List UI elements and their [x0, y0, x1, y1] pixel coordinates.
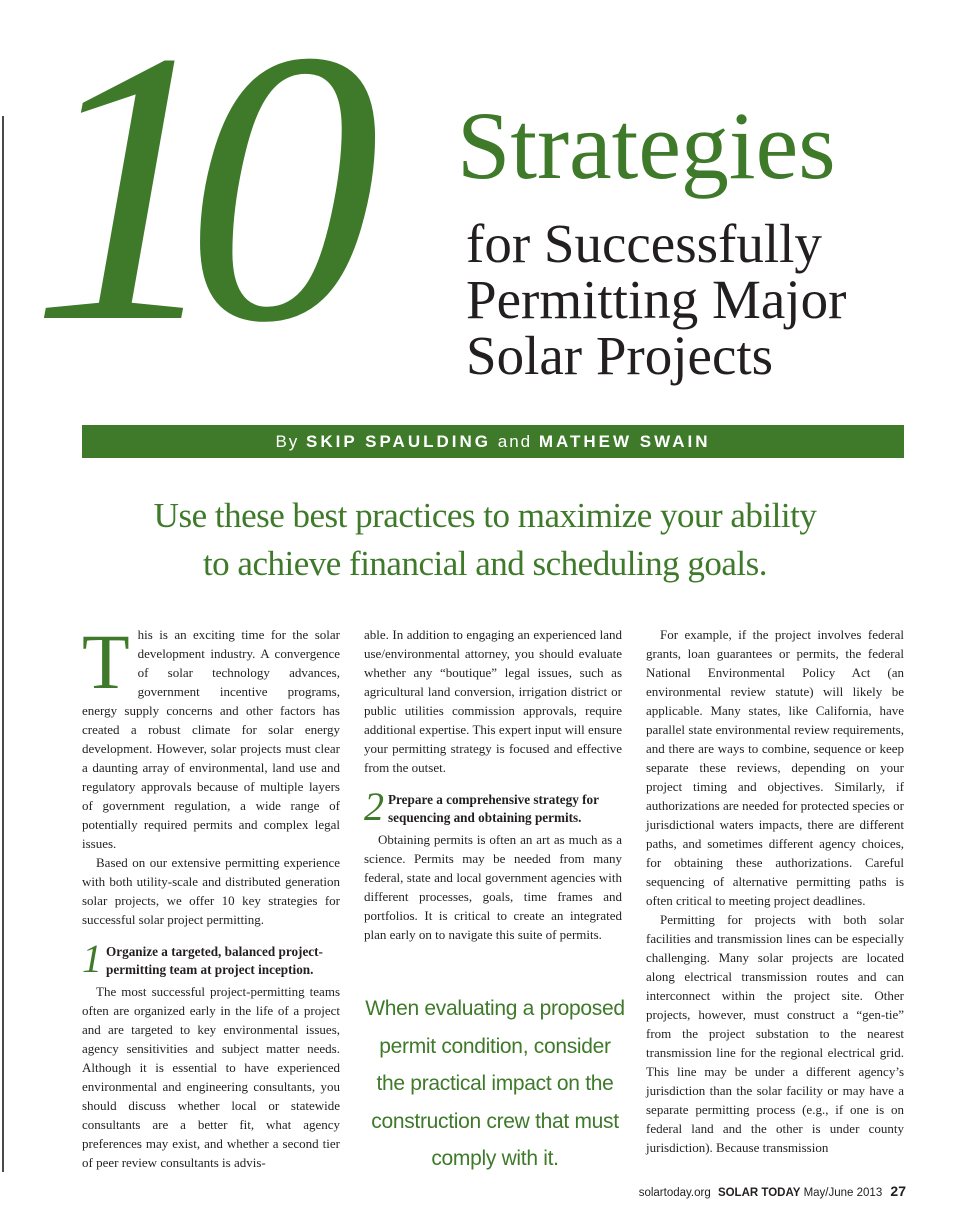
footer-brand: SOLAR TODAY: [717, 1187, 801, 1199]
deck: [80, 492, 890, 588]
byline-author-2: MATHEW SWAIN: [538, 432, 711, 451]
page-footer: [639, 1183, 906, 1199]
strategy-2-number: 2: [364, 784, 384, 829]
deck-line-1: Use these best practices to maximize your ability: [153, 496, 817, 535]
strategy-1-number: 1: [82, 936, 102, 981]
strategy-2-paragraph: Obtaining permits is often an art as much as a science. Permits may be needed from many federal, state and local government agencies with different processes, goals, time frames and portfolios. It is critical to create an integrated plan early on to navigate this suite of permits.: [364, 832, 622, 942]
byline-and: and: [497, 432, 533, 451]
drop-cap: T: [82, 618, 130, 705]
deck-line-2: to achieve financial and scheduling goals.: [202, 544, 768, 583]
column-3-paragraph-2: Permitting for projects with both solar facilities and transmission lines can be especially challenging. Many solar projects are located along electrical transmission routes and can interconnect within the project site. Other projects, however, must construct a “gen-tie” from the project substation to the nearest transmission line for the regional electrical grid. This line may be under a different agency’s jurisdiction than the solar facility or may have a separate permitting process (e.g., if one is on federal land and the other is under county jurisdiction). Because transmission: [646, 912, 904, 1155]
strategy-1-paragraph: The most successful project-permitting teams often are organized early in the life of a project and are targeted to key environmental issues, agency sensitivities and subject matter needs. Although it is essential to have experienced environmental and engineering consultants, you should discuss whether local or statewide consultants are a better fit, what agency preferences may exist, and whether a second tier of peer review consultants is advis-: [82, 984, 340, 1170]
byline-bar: [82, 425, 904, 458]
byline-author-1: SKIP SPAULDING: [306, 432, 491, 451]
title-word: Strategies: [457, 92, 836, 199]
column-1: [82, 618, 340, 1172]
footer-site: solartoday.org: [638, 1187, 711, 1199]
column-2-paragraph-1: able. In addition to engaging an experienced land use/environmental attorney, you should evaluate whether any “boutique” legal issues, such as agricultural land conversion, irrigation district or public utilities commission approvals, require additional expertise. This expert input will ensure your permitting strategy is focused and effective from the outset.: [364, 627, 622, 775]
footer-issue: May/June 2013: [803, 1187, 883, 1199]
strategy-1-heading: [82, 936, 340, 981]
column-2: [364, 625, 622, 944]
left-margin-rule: [2, 116, 4, 1172]
strategy-1-title: Organize a targeted, balanced project-permitting team at project inception.: [106, 944, 323, 977]
page-number: 27: [890, 1183, 906, 1199]
strategy-2-heading: [364, 784, 622, 829]
title-subtitle: [466, 213, 847, 386]
intro-paragraph-1: his is an exciting time for the solar development industry. A convergence of solar technology advances, government incentive programs, energy supply concerns and other factors has created a robust climate for solar energy development. However, solar projects must clear a daunting array of environmental, land use and regulatory approvals because of multiple layers of government regulation, a wide range of potentially required permits and complex legal issues.: [82, 627, 340, 851]
byline-by: By: [275, 432, 300, 451]
column-3: [646, 625, 904, 1157]
pull-quote: When evaluating a proposed permit condition, consider the practical impact on the construction crew that must comply with it.: [365, 997, 625, 1170]
subtitle-line-2: Permitting Major: [466, 269, 847, 330]
title-number: 10: [30, 0, 340, 403]
subtitle-line-1: for Successfully: [466, 213, 822, 274]
intro-paragraph-2: Based on our extensive permitting experience with both utility-scale and distributed generation solar projects, we offer 10 key strategies for successful solar project permitting.: [82, 855, 340, 927]
strategy-2-title: Prepare a comprehensive strategy for sequencing and obtaining permits.: [388, 792, 599, 825]
subtitle-line-3: Solar Projects: [466, 325, 774, 386]
column-3-paragraph-1: For example, if the project involves federal grants, loan guarantees or permits, the federal National Environmental Policy Act (an environmental review statute) will likely be applicable. Many states, like California, have parallel state environmental review requirements, and there are ways to combine, sequence or keep separate these reviews, depending on your project timing and objectives. Similarly, if authorizations are needed for protected species or jurisdictional waters impacts, there are different paths, and sometimes different agency choices, for obtaining these authorizations. Careful sequencing of alternative permitting paths is often critical to meeting project deadlines.: [646, 627, 904, 908]
